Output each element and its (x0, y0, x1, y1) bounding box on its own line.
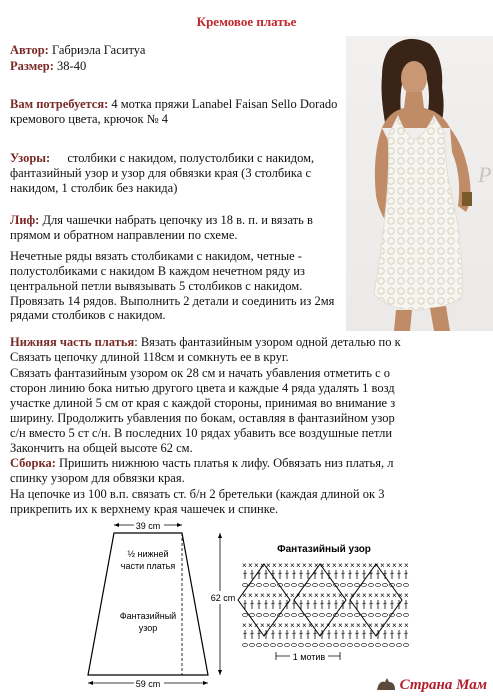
sc-stitch-icon: × (326, 561, 331, 570)
chain-stitch-icon (250, 643, 255, 646)
sc-stitch-icon: × (356, 591, 361, 600)
sc-stitch-icon: × (266, 591, 271, 600)
patterns-text-1: столбики с накидом, полустолбики с накидом, (67, 151, 315, 165)
sc-stitch-icon: × (254, 621, 259, 630)
sc-stitch-icon: × (386, 591, 391, 600)
chain-stitch-icon (355, 613, 360, 616)
sc-stitch-icon: × (320, 621, 325, 630)
sc-stitch-icon: × (308, 621, 313, 630)
chain-stitch-icon (390, 643, 395, 646)
fancy-label-2: узор (138, 623, 158, 633)
author-value: Габриэла Гаситуа (51, 43, 146, 57)
sc-stitch-icon: × (278, 591, 283, 600)
half-label-1: ½ нижней (127, 549, 169, 559)
chain-stitch-icon (271, 643, 276, 646)
sc-stitch-icon: × (356, 621, 361, 630)
sc-stitch-icon: × (248, 591, 253, 600)
rows-line-4: Провязать 14 рядов. Выполнить 2 детали и соединить из 2мя (10, 294, 335, 308)
patterns-line-1 (10, 151, 314, 166)
sc-stitch-icon: × (338, 561, 343, 570)
assembly-line-2: спинку узором для обвязки края. (10, 471, 185, 485)
rows-line-1: Нечетные ряды вязать столбиками с накидом, четные - (10, 249, 302, 263)
chain-stitch-icon (257, 613, 262, 616)
chain-stitch-icon (341, 583, 346, 586)
chain-stitch-icon (341, 613, 346, 616)
chain-stitch-icon (306, 643, 311, 646)
sc-stitch-icon: × (302, 561, 307, 570)
sc-stitch-icon: × (368, 591, 373, 600)
sc-stitch-icon: × (392, 591, 397, 600)
chain-stitch-icon (355, 643, 360, 646)
model-illustration (346, 36, 493, 331)
chain-stitch-icon (376, 583, 381, 586)
assembly-label: Сборка: (10, 456, 56, 470)
sc-stitch-icon: × (314, 621, 319, 630)
author-label: Автор: (10, 43, 49, 57)
chain-stitch-icon (383, 583, 388, 586)
sc-stitch-icon: × (374, 621, 379, 630)
sc-stitch-icon: × (314, 591, 319, 600)
patterns-line-2: фантазийный узор и узор для обвязки края (3 столбика с (10, 166, 312, 180)
chain-stitch-icon (320, 583, 325, 586)
chain-stitch-icon (362, 643, 367, 646)
sc-stitch-icon: × (260, 621, 265, 630)
straps-line-1: На цепочке из 100 в.п. связать ст. б/н 2 бретельки (каждая длиной ок 3 (10, 487, 385, 501)
lower-line-6: ширину. Продолжить убавления по бокам, оставляя в фантазийном узор (10, 411, 395, 425)
sc-stitch-icon: × (290, 591, 295, 600)
sc-stitch-icon: × (278, 621, 283, 630)
sc-stitch-icon: × (248, 621, 253, 630)
sc-stitch-icon: × (332, 561, 337, 570)
lower-line-7: с/н вместо 5 ст с/н. В последних 10 рядах убавить все воздушные петли (10, 426, 393, 440)
chart-symbols (238, 561, 409, 647)
sc-stitch-icon: × (290, 621, 295, 630)
chain-stitch-icon (292, 583, 297, 586)
lower-line-3: Связать фантазийным узором ок 28 см и начать убавления отметить с о (10, 366, 391, 380)
sc-stitch-icon: × (398, 591, 403, 600)
chain-stitch-icon (348, 613, 353, 616)
sc-stitch-icon: × (380, 621, 385, 630)
rows-line-3: центральной петли вывязывать 5 столбиков с накидом. (10, 279, 303, 293)
chain-stitch-icon (313, 613, 318, 616)
sc-stitch-icon: × (356, 561, 361, 570)
sc-stitch-icon: × (284, 561, 289, 570)
assembly-text-1: Пришить нижнюю часть платья к лифу. Обвязать низ платья, л (55, 456, 394, 470)
chain-stitch-icon (397, 643, 402, 646)
sc-stitch-icon: × (338, 621, 343, 630)
chain-stitch-icon (327, 583, 332, 586)
chain-stitch-icon (320, 613, 325, 616)
sc-stitch-icon: × (284, 621, 289, 630)
chain-stitch-icon (341, 643, 346, 646)
crochet-chart (236, 540, 412, 674)
lower-line-4: сторон линию бока нитью другого цвета и каждые 4 ряда удалять 1 возд (10, 381, 395, 395)
sc-stitch-icon: × (326, 591, 331, 600)
sc-stitch-icon: × (332, 621, 337, 630)
sc-stitch-icon: × (350, 561, 355, 570)
sc-stitch-icon: × (362, 621, 367, 630)
materials-line-1 (10, 97, 337, 112)
sc-stitch-icon: × (386, 561, 391, 570)
top-width-label: 39 cm (135, 521, 161, 531)
lower-line-2: Связать цепочку длиной 118см и сомкнуть ее в круг. (10, 350, 289, 364)
chain-stitch-icon (271, 583, 276, 586)
sc-stitch-icon: × (266, 621, 271, 630)
chain-stitch-icon (369, 643, 374, 646)
sc-stitch-icon: × (278, 561, 283, 570)
sc-stitch-icon: × (308, 591, 313, 600)
rows-line-2: полустолбиками с накидом В каждом нечетном ряду из (10, 264, 305, 278)
chain-stitch-icon (292, 643, 297, 646)
sc-stitch-icon: × (272, 591, 277, 600)
sc-stitch-icon: × (302, 621, 307, 630)
sc-stitch-icon: × (344, 621, 349, 630)
sc-stitch-icon: × (326, 621, 331, 630)
sc-stitch-icon: × (392, 561, 397, 570)
svg-text:P: P (478, 162, 492, 187)
sc-stitch-icon: × (272, 561, 277, 570)
chain-stitch-icon (313, 583, 318, 586)
chain-stitch-icon (243, 583, 248, 586)
chain-stitch-icon (348, 583, 353, 586)
cat-logo-icon (375, 676, 397, 692)
sc-stitch-icon: × (374, 561, 379, 570)
half-label-2: части платья (120, 561, 176, 571)
author-line (10, 43, 145, 58)
sc-stitch-icon: × (404, 621, 409, 630)
chain-stitch-icon (404, 643, 409, 646)
sc-stitch-icon: × (284, 591, 289, 600)
chain-stitch-icon (369, 583, 374, 586)
lower-label: Нижняя часть платья (10, 335, 135, 349)
sc-stitch-icon: × (296, 621, 301, 630)
bodice-line-1 (10, 213, 313, 228)
sc-stitch-icon: × (314, 561, 319, 570)
chain-stitch-icon (285, 643, 290, 646)
chain-stitch-icon (264, 643, 269, 646)
sc-stitch-icon: × (308, 561, 313, 570)
height-label: 62 cm (210, 593, 236, 603)
watermark: Страна Мам (399, 677, 487, 693)
chain-stitch-icon (383, 643, 388, 646)
chain-stitch-icon (285, 613, 290, 616)
sc-stitch-icon: × (374, 591, 379, 600)
sc-stitch-icon: × (362, 561, 367, 570)
lower-line-5: участке длиной 5 см от края с каждой стороны, принимая во внимание з (10, 396, 396, 410)
sc-stitch-icon: × (260, 591, 265, 600)
chain-stitch-icon (243, 643, 248, 646)
sc-stitch-icon: × (302, 591, 307, 600)
chain-stitch-icon (278, 643, 283, 646)
sc-stitch-icon: × (290, 561, 295, 570)
sc-stitch-icon: × (242, 561, 247, 570)
sc-stitch-icon: × (380, 561, 385, 570)
sc-stitch-icon: × (392, 621, 397, 630)
sc-stitch-icon: × (344, 561, 349, 570)
chain-stitch-icon (397, 583, 402, 586)
bottom-width-label: 59 cm (135, 679, 161, 689)
model-photo (346, 36, 493, 331)
motif-label: 1 мотив (292, 652, 326, 662)
sc-stitch-icon: × (260, 561, 265, 570)
chain-stitch-icon (299, 583, 304, 586)
sc-stitch-icon: × (296, 561, 301, 570)
sc-stitch-icon: × (320, 561, 325, 570)
chain-stitch-icon (264, 583, 269, 586)
assembly-line-1 (10, 456, 403, 471)
size-line (10, 59, 86, 74)
page-title: Кремовое платье (196, 14, 297, 29)
sc-stitch-icon: × (338, 591, 343, 600)
sc-stitch-icon: × (398, 621, 403, 630)
lower-text-1: : Вязать фантазийным узором одной деталью по к (134, 335, 401, 349)
chain-stitch-icon (404, 613, 409, 616)
sc-stitch-icon: × (398, 561, 403, 570)
sc-stitch-icon: × (350, 621, 355, 630)
sc-stitch-icon: × (248, 561, 253, 570)
chain-stitch-icon (257, 583, 262, 586)
sc-stitch-icon: × (350, 591, 355, 600)
sc-stitch-icon: × (254, 591, 259, 600)
chain-stitch-icon (285, 583, 290, 586)
size-label: Размер: (10, 59, 54, 73)
chain-stitch-icon (376, 643, 381, 646)
chain-stitch-icon (264, 613, 269, 616)
sc-stitch-icon: × (254, 561, 259, 570)
size-value: 38-40 (57, 59, 87, 73)
chain-stitch-icon (243, 613, 248, 616)
lower-line-8: Закончить на общей высоте 62 см. (10, 441, 193, 455)
patterns-label: Узоры: (10, 151, 51, 165)
sc-stitch-icon: × (344, 591, 349, 600)
chain-stitch-icon (299, 643, 304, 646)
chain-stitch-icon (292, 613, 297, 616)
sc-stitch-icon: × (320, 591, 325, 600)
materials-line-2: кремового цвета, крючок № 4 (10, 112, 168, 126)
sc-stitch-icon: × (404, 561, 409, 570)
sc-stitch-icon: × (242, 621, 247, 630)
sc-stitch-icon: × (242, 591, 247, 600)
sc-stitch-icon: × (362, 591, 367, 600)
sc-stitch-icon: × (296, 591, 301, 600)
sc-stitch-icon: × (380, 591, 385, 600)
chain-stitch-icon (334, 643, 339, 646)
sc-stitch-icon: × (272, 621, 277, 630)
chain-stitch-icon (348, 643, 353, 646)
chain-stitch-icon (313, 643, 318, 646)
chain-stitch-icon (327, 613, 332, 616)
chain-stitch-icon (404, 583, 409, 586)
chain-stitch-icon (355, 583, 360, 586)
chain-stitch-icon (271, 613, 276, 616)
patterns-line-3: накидом, 1 столбик без накида) (10, 181, 178, 195)
sc-stitch-icon: × (368, 621, 373, 630)
chain-stitch-icon (299, 613, 304, 616)
dress-schematic (84, 517, 236, 693)
sc-stitch-icon: × (266, 561, 271, 570)
bodice-label: Лиф: (10, 213, 40, 227)
rows-line-5: рядами столбиков с накидом. (10, 308, 166, 322)
sc-stitch-icon: × (332, 591, 337, 600)
chain-stitch-icon (397, 613, 402, 616)
materials-label: Вам потребуется: (10, 97, 109, 111)
materials-text-1: 4 мотка пряжи Lanabel Faisan Sello Dorado (111, 97, 338, 111)
fancy-label-1: Фантазийный (119, 611, 177, 621)
chain-stitch-icon (257, 643, 262, 646)
bodice-text-1: Для чашечки набрать цепочку из 18 в. п. и вязать в (42, 213, 313, 227)
straps-line-2: прикрепить их к верхнему края чашечек и спинке. (10, 502, 279, 516)
chain-stitch-icon (383, 613, 388, 616)
sc-stitch-icon: × (386, 621, 391, 630)
sc-stitch-icon: × (368, 561, 373, 570)
bodice-line-2: прямом и обратном направлении по схеме. (10, 228, 238, 242)
chain-stitch-icon (369, 613, 374, 616)
lower-line-1 (10, 335, 403, 350)
chain-stitch-icon (327, 643, 332, 646)
chain-stitch-icon (376, 613, 381, 616)
chain-stitch-icon (320, 643, 325, 646)
chart-title: Фантазийный узор (277, 544, 371, 555)
sc-stitch-icon: × (404, 591, 409, 600)
